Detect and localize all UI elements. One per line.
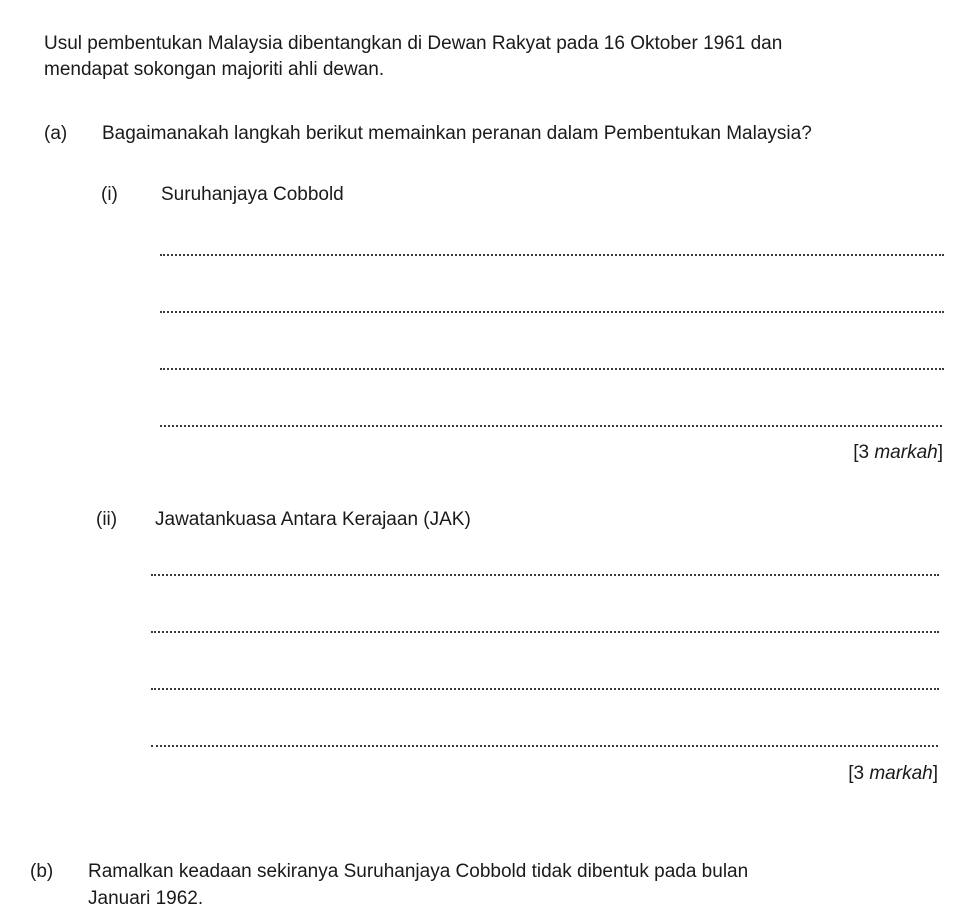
marks-part-i-close: ] — [937, 442, 943, 463]
marks-part-i-word: markah — [874, 442, 938, 463]
question-a-label: (a) — [44, 123, 68, 144]
answer-line-i-4[interactable] — [160, 425, 942, 427]
answer-line-ii-4[interactable] — [151, 745, 938, 747]
marks-part-ii-word: markah — [869, 763, 933, 784]
intro-paragraph — [44, 31, 954, 83]
marks-part-i-open: [3 — [853, 442, 875, 463]
question-b-line-1: Ramalkan keadaan sekiranya Suruhanjaya Cobbold tidak dibentuk pada bulan — [88, 861, 749, 882]
marks-part-ii — [848, 762, 938, 786]
question-b-line-2: Januari 1962. — [88, 888, 204, 909]
answer-line-ii-2[interactable] — [151, 631, 939, 633]
answer-line-i-2[interactable] — [160, 311, 944, 313]
part-i-text: Suruhanjaya Cobbold — [161, 184, 344, 205]
question-b-label: (b) — [30, 861, 54, 882]
answer-line-i-3[interactable] — [160, 368, 944, 370]
part-ii-text: Jawatankuasa Antara Kerajaan (JAK) — [155, 509, 471, 530]
marks-part-ii-close: ] — [932, 763, 938, 784]
part-i-label: (i) — [101, 184, 118, 205]
answer-line-ii-3[interactable] — [151, 688, 939, 690]
question-a-text: Bagaimanakah langkah berikut memainkan peranan dalam Pembentukan Malaysia? — [102, 123, 812, 144]
intro-line-2: mendapat sokongan majoriti ahli dewan. — [44, 59, 385, 80]
answer-line-ii-1[interactable] — [151, 574, 939, 576]
marks-part-i — [853, 441, 943, 465]
part-ii-label: (ii) — [96, 509, 118, 530]
marks-part-ii-open: [3 — [848, 763, 870, 784]
intro-line-1: Usul pembentukan Malaysia dibentangkan di Dewan Rakyat pada 16 Oktober 1961 dan — [44, 33, 783, 54]
answer-line-i-1[interactable] — [160, 254, 944, 256]
